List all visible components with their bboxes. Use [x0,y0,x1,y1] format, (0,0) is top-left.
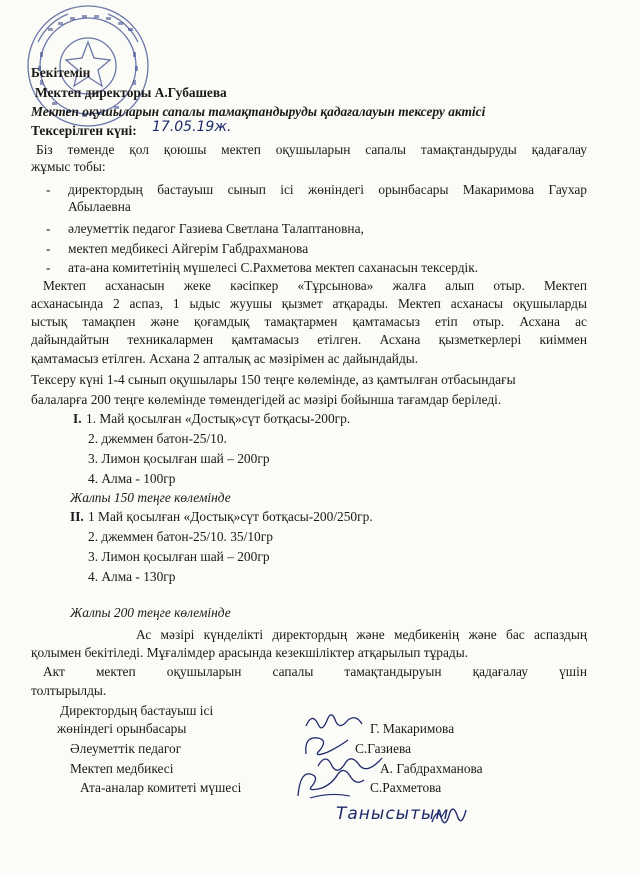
check-date-label: Тексерілген күні: [31,123,137,138]
member-2: әлеуметтік педагог Газиева Светлана Талаптановна, [68,221,364,236]
body-p2-line-2: балаларға 200 теңге көлемінде төмендегідей ас мәзірі бойынша тағамдар беріледі. [31,392,502,407]
body-p2-line-1: Тексеру күні 1-4 сынып оқушылары 150 теңге көлемінде, аз қамтылған отбасындағы [31,372,516,387]
act-title: Мектеп оқушыларын сапалы тамақтандыруды қадағалауын тексеру актісі [31,104,486,119]
member-1-line-1: директордың бастауыш сынып ісі жөніндегі орынбасары Макаримова Гаухар [68,182,587,197]
signature-name: С.Рахметова [370,780,442,795]
member-1-line-2: Абылаевна [68,199,131,214]
member-dash: - [46,260,51,275]
closing-p1-line-1: Ас мәзірі күнделікті директордың және медбикенің және бас аспаздың [136,627,587,642]
signature-role: Әлеуметтік педагог [70,741,182,756]
menu-1-item: 4. Алма - 100гр [88,471,176,486]
menu-1-total: Жалпы 150 теңге көлемінде [70,490,231,505]
menu-2-item: 1 Май қосылған «Достық»сүт ботқасы-200/250гр. [88,509,373,524]
signature-name: А. Габдрахманова [380,761,483,776]
body-p1-line-2: асханасында 2 аспаз, 1 ыдыс жуушы қызмет атқарады. Мектеп асханасы оқушыларды [31,296,587,311]
handwritten-note: Танысытым [336,804,450,824]
menu-1-item: 3. Лимон қосылған шай – 200гр [88,451,270,466]
menu-2-roman: II. [70,509,84,524]
director-name: Мектеп директоры А.Губашева [35,85,227,100]
signature-scribble [290,762,370,804]
body-p1-line-1: Мектеп асханасын жеке кәсіпкер «Тұрсынова» жалға алып отыр. Мектеп [43,278,587,293]
body-p1-line-4: дайындайтын техникалармен қамтамасыз етілген. Асхана қызметкерлері киіммен [31,332,587,347]
signature-name: Г. Макаримова [370,721,455,736]
menu-2-total: Жалпы 200 теңге көлемінде [70,605,231,620]
body-p1-line-5: қамтамасыз етілген. Асхана 2 апталық ас мәзірімен ас дайындайды. [31,351,419,366]
signature-role: Мектеп медбикесі [70,761,174,776]
menu-1-item: 2. джеммен батон-25/10. [88,431,227,446]
member-dash: - [46,221,51,236]
signature-name: С.Газиева [355,741,412,756]
signature-role: Ата-аналар комитеті мүшесі [80,780,242,795]
signature-role: жөніндегі орынбасары [57,721,187,736]
signature-role: Директордың бастауыш ісі [60,703,214,718]
member-dash: - [46,182,51,197]
member-dash: - [46,241,51,256]
member-3: мектеп медбикесі Айгерім Габдрахманова [68,241,309,256]
intro-line-2: жұмыс тобы: [31,159,106,174]
intro-line-1: Біз төменде қол қоюшы мектеп оқушыларын сапалы тамақтандыруды қадағалау [36,142,587,157]
menu-2-item: 4. Алма - 130гр [88,569,176,584]
menu-2-item: 2. джеммен батон-25/10. 35/10гр [88,529,273,544]
member-4: ата-ана комитетінің мүшелесі С.Рахметова мектеп саханасын тексердік. [68,260,479,275]
closing-p1-line-2: қолымен бекітіледі. Мұғалімдер арасында кезекшіліктер атқарылып тұрады. [31,645,469,660]
menu-1-item: 1. Май қосылған «Достық»сүт ботқасы-200гр. [86,411,351,426]
closing-p2-line-1: Акт мектеп оқушыларын сапалы тамақтандыруын қадағалау үшін [43,664,587,679]
check-date-value: 17.05.19ж. [152,119,232,135]
menu-2-item: 3. Лимон қосылған шай – 200гр [88,549,270,564]
body-p1-line-3: ыстық тамақпен және қоғамдық тамақтармен қамтамасыз етіп отыр. Асхана ас [31,314,587,329]
approve-label: Бекітемін [31,65,91,80]
signature-scribble [428,800,468,830]
closing-p2-line-2: толтырылды. [31,683,107,698]
menu-1-roman: I. [73,411,82,426]
